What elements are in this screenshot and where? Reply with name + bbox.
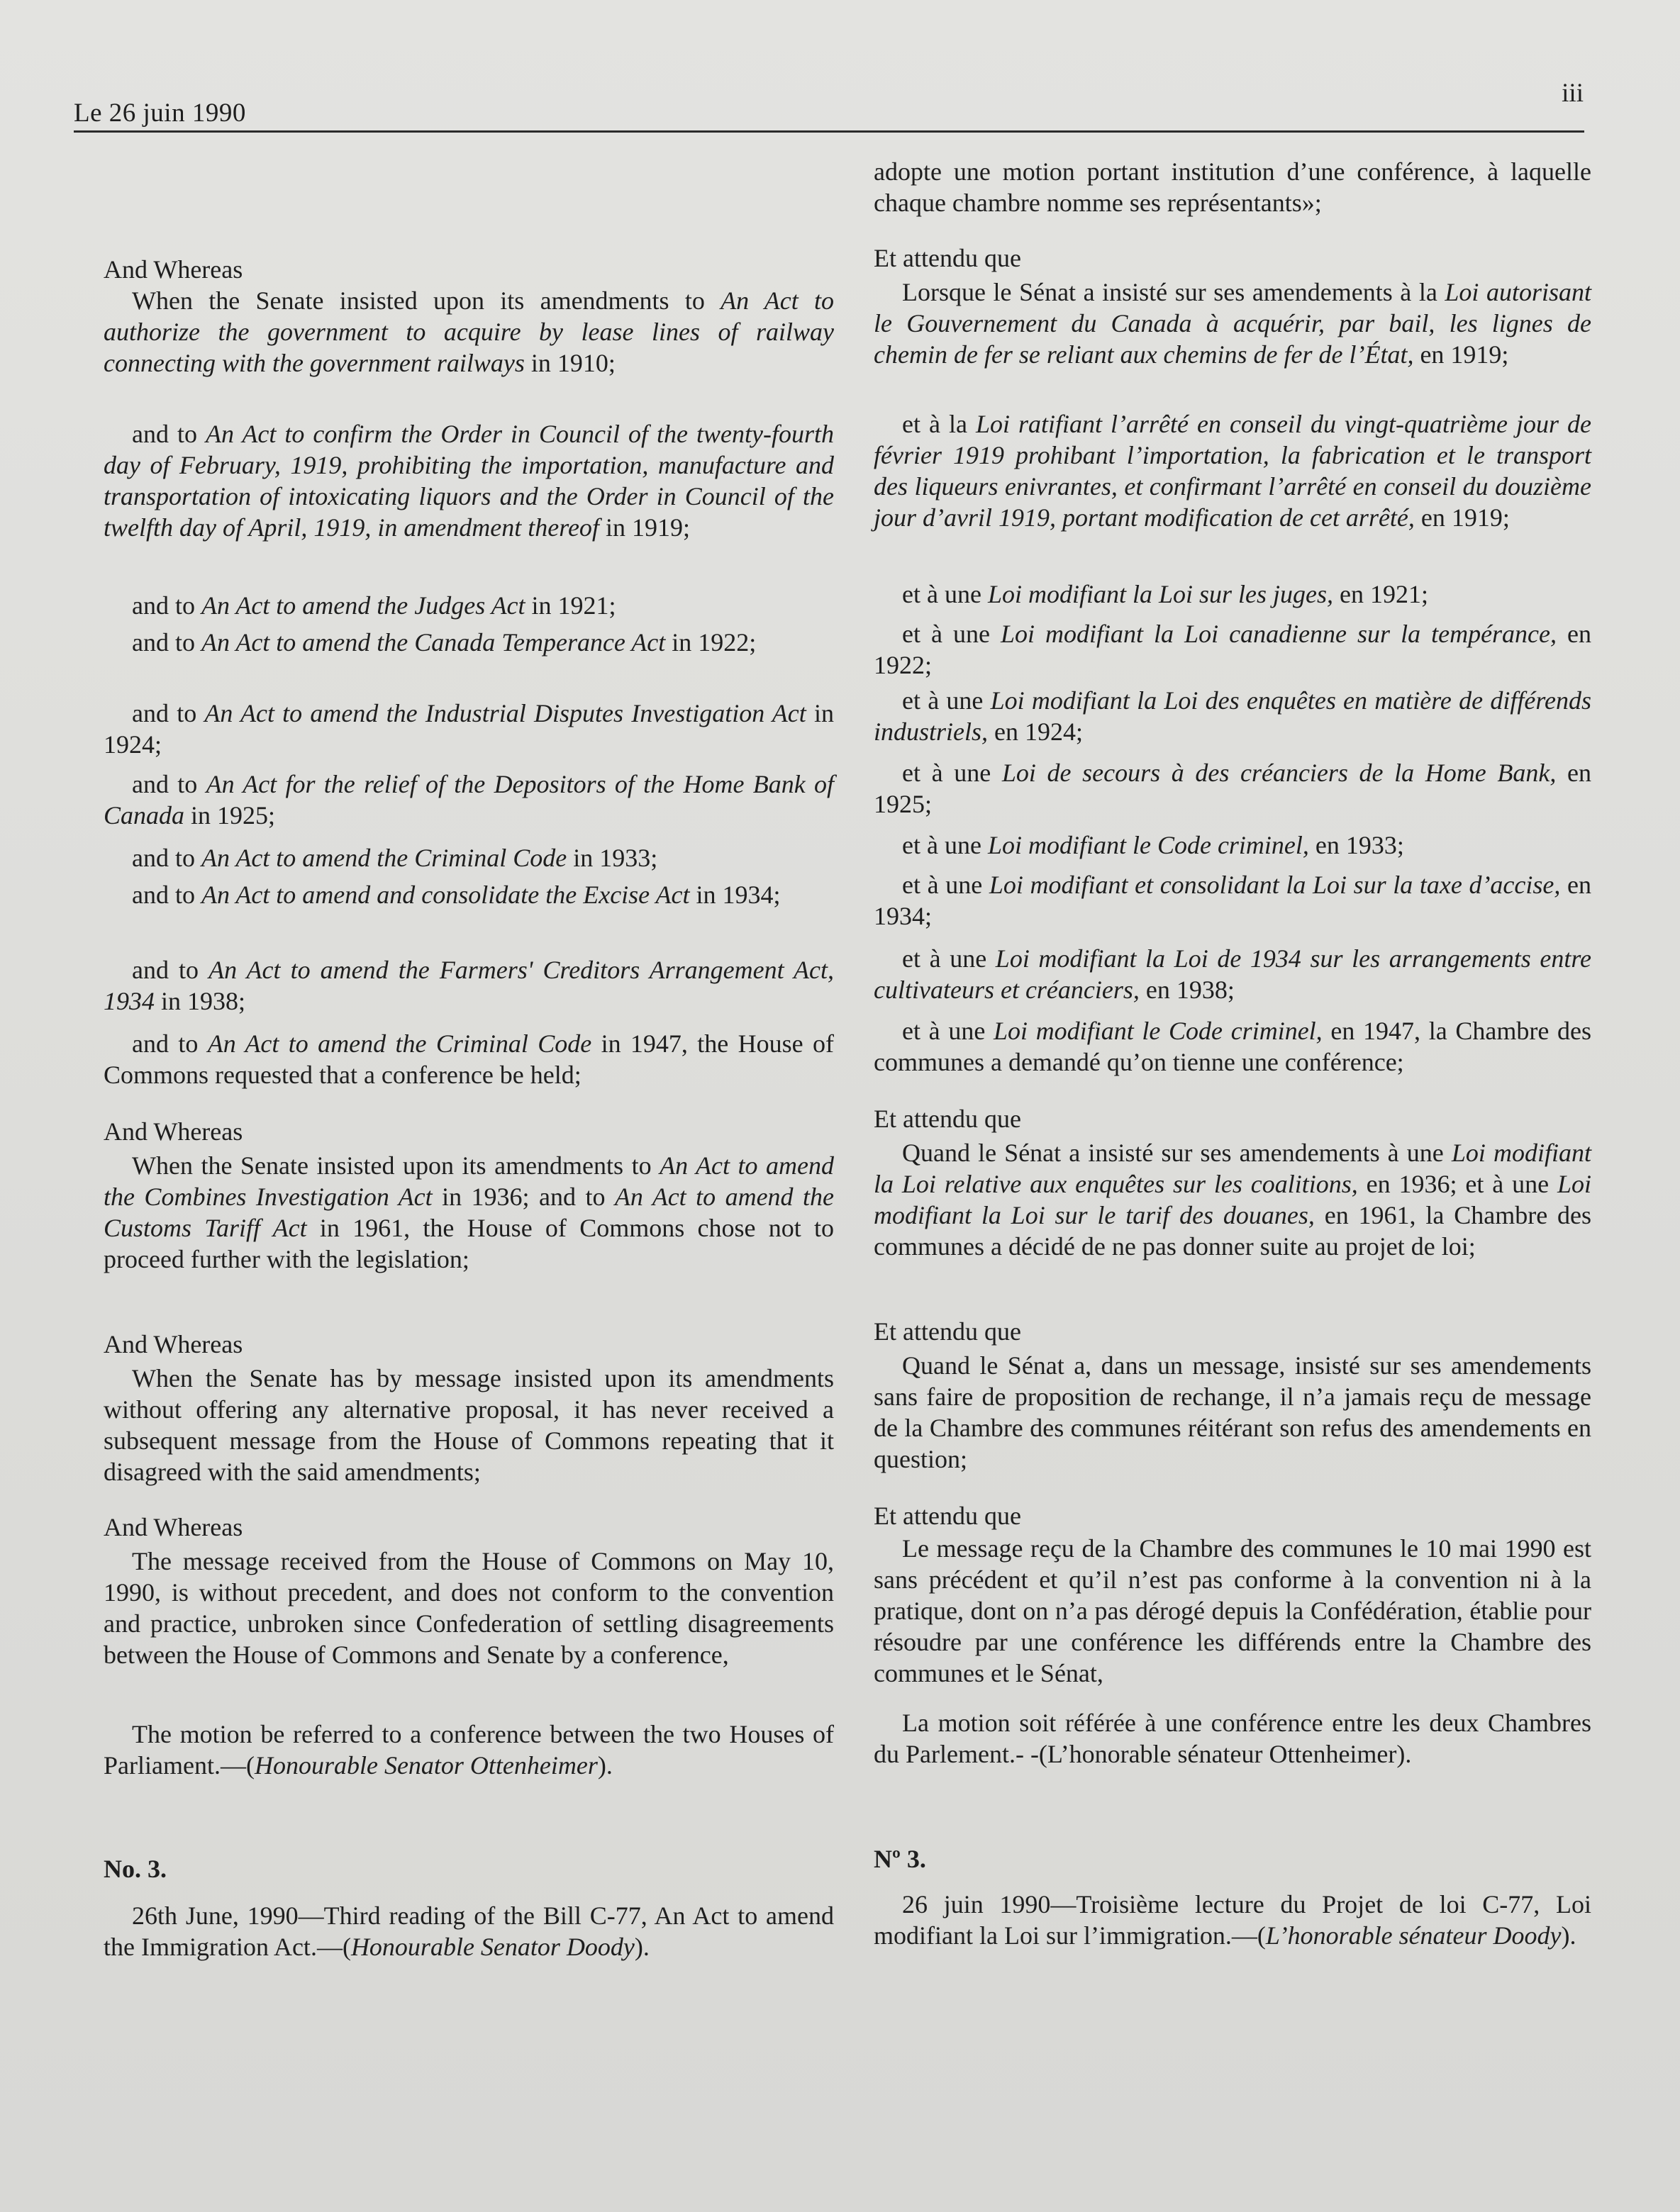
item-no3-text-fr (874, 1889, 1591, 1951)
text-span: en 1919; (1414, 503, 1510, 532)
act-title: Loi modifiant la Loi sur le tarif des douanes, (874, 1170, 1591, 1229)
text-span: en 1936; et à une (1357, 1170, 1557, 1198)
text-span: in 1921; (525, 591, 616, 620)
attendu-paragraph-2 (874, 1137, 1591, 1262)
act-title: An Act to amend the Judges Act (201, 591, 525, 620)
act-title: Loi de secours à des créanciers de la Home Bank, (1001, 759, 1557, 787)
act-item-accise (874, 869, 1591, 932)
text-span: and to (132, 699, 205, 727)
act-item-code-1933 (874, 830, 1591, 861)
act-item-juges (874, 579, 1591, 610)
text-span: et à une (902, 686, 991, 715)
intro-paragraph: adopte une motion portant institution d’une conférence, à laquelle chaque chambre nomme ses représentants»; (874, 157, 1591, 217)
text-span: et à une (902, 871, 989, 899)
act-title: An Act to amend the Industrial Disputes Investigation Act (204, 699, 806, 727)
text-span: en 1933; (1308, 831, 1404, 859)
text-span: 26 juin 1990—Troisième lecture du Projet de loi C-77, Loi modifiant la Loi sur l’immigration.—( (874, 1890, 1591, 1950)
text-span: ). (597, 1751, 613, 1780)
whereas-heading-1: And Whereas (104, 255, 243, 284)
act-title: An Act to authorize the government to acquire by lease lines of railway connecting with the government railways (104, 286, 834, 377)
text-span: and to (132, 881, 201, 909)
text-span: and to (132, 628, 201, 657)
text-span: in 1910; (524, 349, 616, 377)
attendu-heading-4: Et attendu que (874, 1502, 1021, 1530)
text-span: in 1947, the House of Commons requested that a conference be held; (104, 1029, 834, 1089)
act-item-cultivateurs (874, 943, 1591, 1005)
sponsor-name: Honourable Senator Ottenheimer (254, 1751, 598, 1780)
act-title: Loi modifiant le Code criminel, (993, 1017, 1323, 1045)
act-title: An Act to amend the Criminal Code (201, 844, 567, 872)
act-item-depositors (104, 769, 834, 831)
text-span: When the Senate insisted upon its amendments to (132, 286, 721, 315)
act-paragraph-1919 (104, 418, 834, 543)
text-span: et à une (902, 580, 988, 608)
attendu-heading-1: Et attendu que (874, 244, 1021, 272)
act-title: An Act to amend the Farmers' Creditors Arrangement Act, 1934 (104, 956, 834, 1015)
act-title: Loi modifiant la Loi sur les juges, (987, 580, 1333, 608)
text-span: ). (634, 1933, 650, 1961)
whereas-paragraph-1 (104, 285, 834, 379)
text-span: Lorsque le Sénat a insisté sur ses amendements à la (902, 278, 1445, 306)
text-span: The motion be referred to a conference between the two Houses of Parliament.—( (104, 1720, 834, 1780)
text-span: et à la (902, 410, 976, 438)
text-span: in 1922; (665, 628, 757, 657)
act-title: Loi modifiant la Loi des enquêtes en matière de différends industriels, (874, 686, 1592, 746)
act-title: An Act to amend the Combines Investigation Act (104, 1151, 834, 1211)
act-item-criminal-1933 (104, 842, 834, 873)
act-title: An Act to amend the Criminal Code (207, 1029, 592, 1058)
act-item-enquetes (874, 685, 1591, 747)
act-title: An Act to amend the Customs Tariff Act (104, 1183, 834, 1242)
act-title: Loi ratifiant l’arrêté en conseil du vingt-quatrième jour de février 1919 prohibant l’importation, la fabrication et le transport des liqueurs enivrantes, et confirmant l’arrêté en conseil du douzième jour d’avril 1919, portant modification de cet arrêté, (874, 410, 1591, 532)
text-span: in 1938; (155, 987, 246, 1015)
text-span: and to (132, 1029, 208, 1058)
act-title: Loi modifiant et consolidant la Loi sur la taxe d’accise, (989, 871, 1561, 899)
item-no3-heading-fr: Nº 3. (874, 1845, 926, 1873)
act-item-farmers (104, 954, 834, 1017)
attendu-heading-2: Et attendu que (874, 1105, 1021, 1133)
text-span: Quand le Sénat a insisté sur ses amendements à une (902, 1139, 1452, 1167)
act-item-disputes (104, 698, 834, 760)
text-span: in 1924; (104, 699, 834, 759)
text-span: in 1936; and to (432, 1183, 615, 1211)
motion-paragraph (104, 1719, 834, 1781)
text-span: en 1938; (1139, 976, 1235, 1004)
header-date: Le 26 juin 1990 (74, 99, 246, 128)
text-span: and to (132, 770, 206, 798)
act-title: An Act to amend the Canada Temperance Act (201, 628, 666, 657)
attendu-paragraph-1 (874, 276, 1591, 370)
attendu-heading-3: Et attendu que (874, 1317, 1021, 1346)
header-rule (74, 130, 1584, 133)
act-title: An Act to amend and consolidate the Excise Act (201, 881, 690, 909)
act-item-code-1947 (874, 1015, 1591, 1078)
text-span: in 1933; (567, 844, 658, 872)
act-title: Loi modifiant la Loi de 1934 sur les arrangements entre cultivateurs et créanciers, (874, 944, 1592, 1004)
text-span: et à une (902, 944, 996, 973)
whereas-heading-2: And Whereas (104, 1117, 243, 1146)
act-title: An Act to confirm the Order in Council of the twenty-fourth day of February, 1919, prohibiting the importation, manufacture and transportation of intoxicating liquors and the Order in Council of the twelfth day of April, 1919, in amendment thereof (104, 420, 834, 542)
motion-paragraph-fr: La motion soit référée à une conférence entre les deux Chambres du Parlement.- -(L’honorable sénateur Ottenheimer). (874, 1709, 1591, 1768)
text-span: et à une (902, 620, 1001, 648)
text-span: et à une (902, 759, 1002, 787)
act-item-criminal-1947 (104, 1028, 834, 1090)
whereas-paragraph-4: The message received from the House of Commons on May 10, 1990, is without precedent, and does not conform to the convention and practice, unbroken since Confederation of settling disagreements between the House of Commons and Senate by a conference, (104, 1547, 834, 1669)
act-item-judges (104, 590, 834, 621)
act-item-temperance (104, 627, 834, 658)
text-span: en 1921; (1333, 580, 1428, 608)
whereas-paragraph-2 (104, 1150, 834, 1275)
text-span: et à une (902, 831, 988, 859)
sponsor-name: Honourable Senator Doody (350, 1933, 635, 1961)
text-span: and to (132, 844, 201, 872)
act-title: Loi modifiant le Code criminel, (987, 831, 1309, 859)
text-span: ). (1561, 1921, 1576, 1950)
whereas-heading-4: And Whereas (104, 1513, 243, 1541)
attendu-paragraph-4: Le message reçu de la Chambre des communes le 10 mai 1990 est sans précédent et qu’il n’est pas conforme à la convention ni à la pratique, dont on n’a pas dérogé depuis la Confédération, établie pour résoudre par une conférence les différends entre la Chambre des communes et le Sénat, (874, 1534, 1591, 1687)
text-span: en 1925; (874, 759, 1592, 818)
act-item-secours (874, 757, 1591, 820)
attendu-paragraph-3: Quand le Sénat a, dans un message, insisté sur ses amendements sans faire de proposition de rechange, il n’a jamais reçu de message de la Chambre des communes réitérant son refus des amendements en question; (874, 1351, 1591, 1473)
sponsor-name: L’honorable sénateur Doody (1265, 1921, 1562, 1950)
text-span: When the Senate insisted upon its amendments to (132, 1151, 660, 1180)
text-span: in 1934; (689, 881, 781, 909)
act-item-temperance-fr (874, 618, 1591, 681)
text-span: en 1947, la Chambre des communes a demandé qu’on tienne une conférence; (874, 1017, 1591, 1076)
text-span: in 1925; (184, 801, 276, 830)
text-span: in 1961, the House of Commons chose not to proceed further with the legislation; (104, 1214, 834, 1273)
item-no3-heading: No. 3. (104, 1855, 167, 1883)
text-span: en 1919; (1413, 340, 1509, 369)
page-number: iii (1562, 79, 1584, 108)
text-span: en 1924; (988, 717, 1083, 746)
act-title: An Act for the relief of the Depositors of the Home Bank of Canada (104, 770, 834, 830)
text-span: and to (132, 956, 209, 984)
whereas-paragraph-3: When the Senate has by message insisted upon its amendments without offering any alternative proposal, it has never received a subsequent message from the House of Commons repeating that it disagreed with the said amendments; (104, 1364, 834, 1486)
text-span: 26th June, 1990—Third reading of the Bill C-77, An Act to amend the Immigration Act.—( (104, 1901, 834, 1961)
text-span: en 1934; (874, 871, 1591, 930)
act-title: Loi modifiant la Loi relative aux enquêtes sur les coalitions, (874, 1139, 1591, 1198)
act-title: Loi autorisant le Gouvernement du Canada à acquérir, par bail, les lignes de chemin de fer se reliant aux chemins de fer de l’État, (874, 278, 1591, 369)
text-span: and to (132, 420, 206, 448)
whereas-heading-3: And Whereas (104, 1330, 243, 1358)
text-span: in 1919; (599, 513, 690, 542)
act-item-excise (104, 879, 834, 910)
text-span: en 1961, la Chambre des communes a décidé de ne pas donner suite au projet de loi; (874, 1201, 1592, 1261)
act-paragraph-1919-fr (874, 408, 1591, 533)
text-span: and to (132, 591, 201, 620)
act-title: Loi modifiant la Loi canadienne sur la tempérance, (1000, 620, 1557, 648)
text-span: et à une (902, 1017, 994, 1045)
item-no3-text (104, 1900, 834, 1962)
text-span: en 1922; (874, 620, 1592, 679)
